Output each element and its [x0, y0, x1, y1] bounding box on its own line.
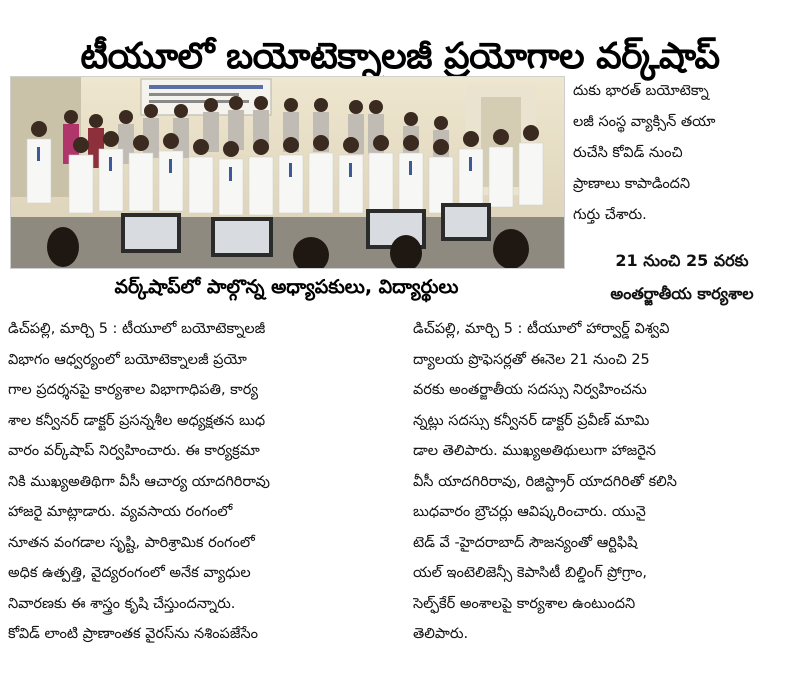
subheading-line-2: అంతర్జాతీయ కార్యశాల — [610, 284, 754, 303]
text-line: సెల్ఫ్‌కేర్ అంశాలపై కార్యశాల ఉంటుందని — [413, 595, 636, 612]
text-line: అధిక ఉత్పత్తి, వైద్యరంగంలో అనేక వ్యాధుల — [8, 565, 251, 581]
text-line: నివారణకు ఈ శాస్త్రం కృషి చేస్తుందన్నారు. — [8, 595, 236, 612]
text-line: ప్రాణాలు కాపాడిందని — [573, 176, 691, 192]
text-line: వీసీ యాదగిరిరావు, రిజిస్ట్రార్ యాదగిరితో కలిసి — [413, 473, 677, 490]
text-line: డిచ్‌పల్లి, మార్చి 5 : టీయూలో బయోటెక్నాలజీ — [8, 321, 266, 337]
text-line: విభాగం ఆధ్వర్యంలో బయోటెక్నాలజీ ప్రయో — [8, 351, 247, 368]
text-line: తెలిపారు. — [413, 626, 469, 642]
text-line: శాల కన్వీనర్ డాక్టర్ ప్రసన్నశీల అధ్యక్షతన బుధ — [8, 412, 266, 429]
text-line: లజీ సంస్థ వ్యాక్సిన్ తయా — [573, 114, 716, 130]
article-right-column — [413, 314, 793, 650]
group-photo — [10, 76, 565, 269]
text-line: గాల ప్రదర్శనపై కార్యశాల విభాగాధిపతి, కార్య — [8, 382, 258, 398]
text-line: డాల తెలిపారు. ముఖ్యఅతిథులుగా హాజరైన — [413, 443, 656, 459]
headline: టీయూలో బయోటెక్నాలజీ ప్రయోగాల వర్క్‌షాప్ — [80, 36, 720, 78]
article-left-column — [8, 314, 396, 650]
text-line: కోవిడ్ లాంటి ప్రాణాంతక వైరస్‌ను నశింపజేసేం — [8, 626, 258, 642]
text-line: హాజరై మాట్లాడారు. వ్యవసాయ రంగంలో — [8, 504, 233, 520]
text-line: టెడ్ వే -హైదరాబాద్ సౌజన్యంతో ఆర్టిఫిషి — [413, 534, 638, 551]
text-line: నికి ముఖ్యఅతిథిగా వీసీ ఆచార్య యాదగిరిరావు — [8, 473, 270, 490]
text-line: వరకు అంతర్జాతీయ సదస్సు నిర్వహించను — [413, 382, 647, 398]
photo-caption: వర్క్‌షాప్‌లో పాల్గొన్న అధ్యాపకులు, విద్యార్థులు — [114, 275, 459, 298]
text-line: గుర్తు చేశారు. — [573, 207, 647, 223]
text-line: రుచేసి కోవిడ్ నుంచి — [573, 145, 683, 161]
text-line: యల్ ఇంటెలిజెన్సీ కెపాసిటీ బిల్డింగ్ ప్రోగ్రాం, — [413, 565, 647, 581]
text-line: దుకు భారత్ బయోటెక్నా — [573, 83, 709, 99]
text-line: నూతన వంగడాల సృష్టి, పారిశ్రామిక రంగంలో — [8, 534, 255, 551]
subheading-line-1: 21 నుంచి 25 వరకు — [615, 251, 749, 270]
text-line: బుధవారం బ్రౌచర్లు ఆవిష్కరించారు. యునై — [413, 504, 646, 520]
text-line: డిచ్‌పల్లి, మార్చి 5 : టీయూలో హార్వార్డ్ విశ్వవి — [413, 321, 670, 337]
side-column-text — [573, 76, 791, 231]
text-line: ద్యాలయ ప్రొఫెసర్లతో ఈనెల 21 నుంచి 25 — [413, 351, 650, 368]
text-line: వారం వర్క్‌షాప్ నిర్వహించారు. ఈ కార్యక్రమా — [8, 443, 260, 459]
text-line: న్నట్లు సదస్సు కన్వీనర్ డాక్టర్ ప్రవీణ్ మామి — [413, 412, 650, 429]
